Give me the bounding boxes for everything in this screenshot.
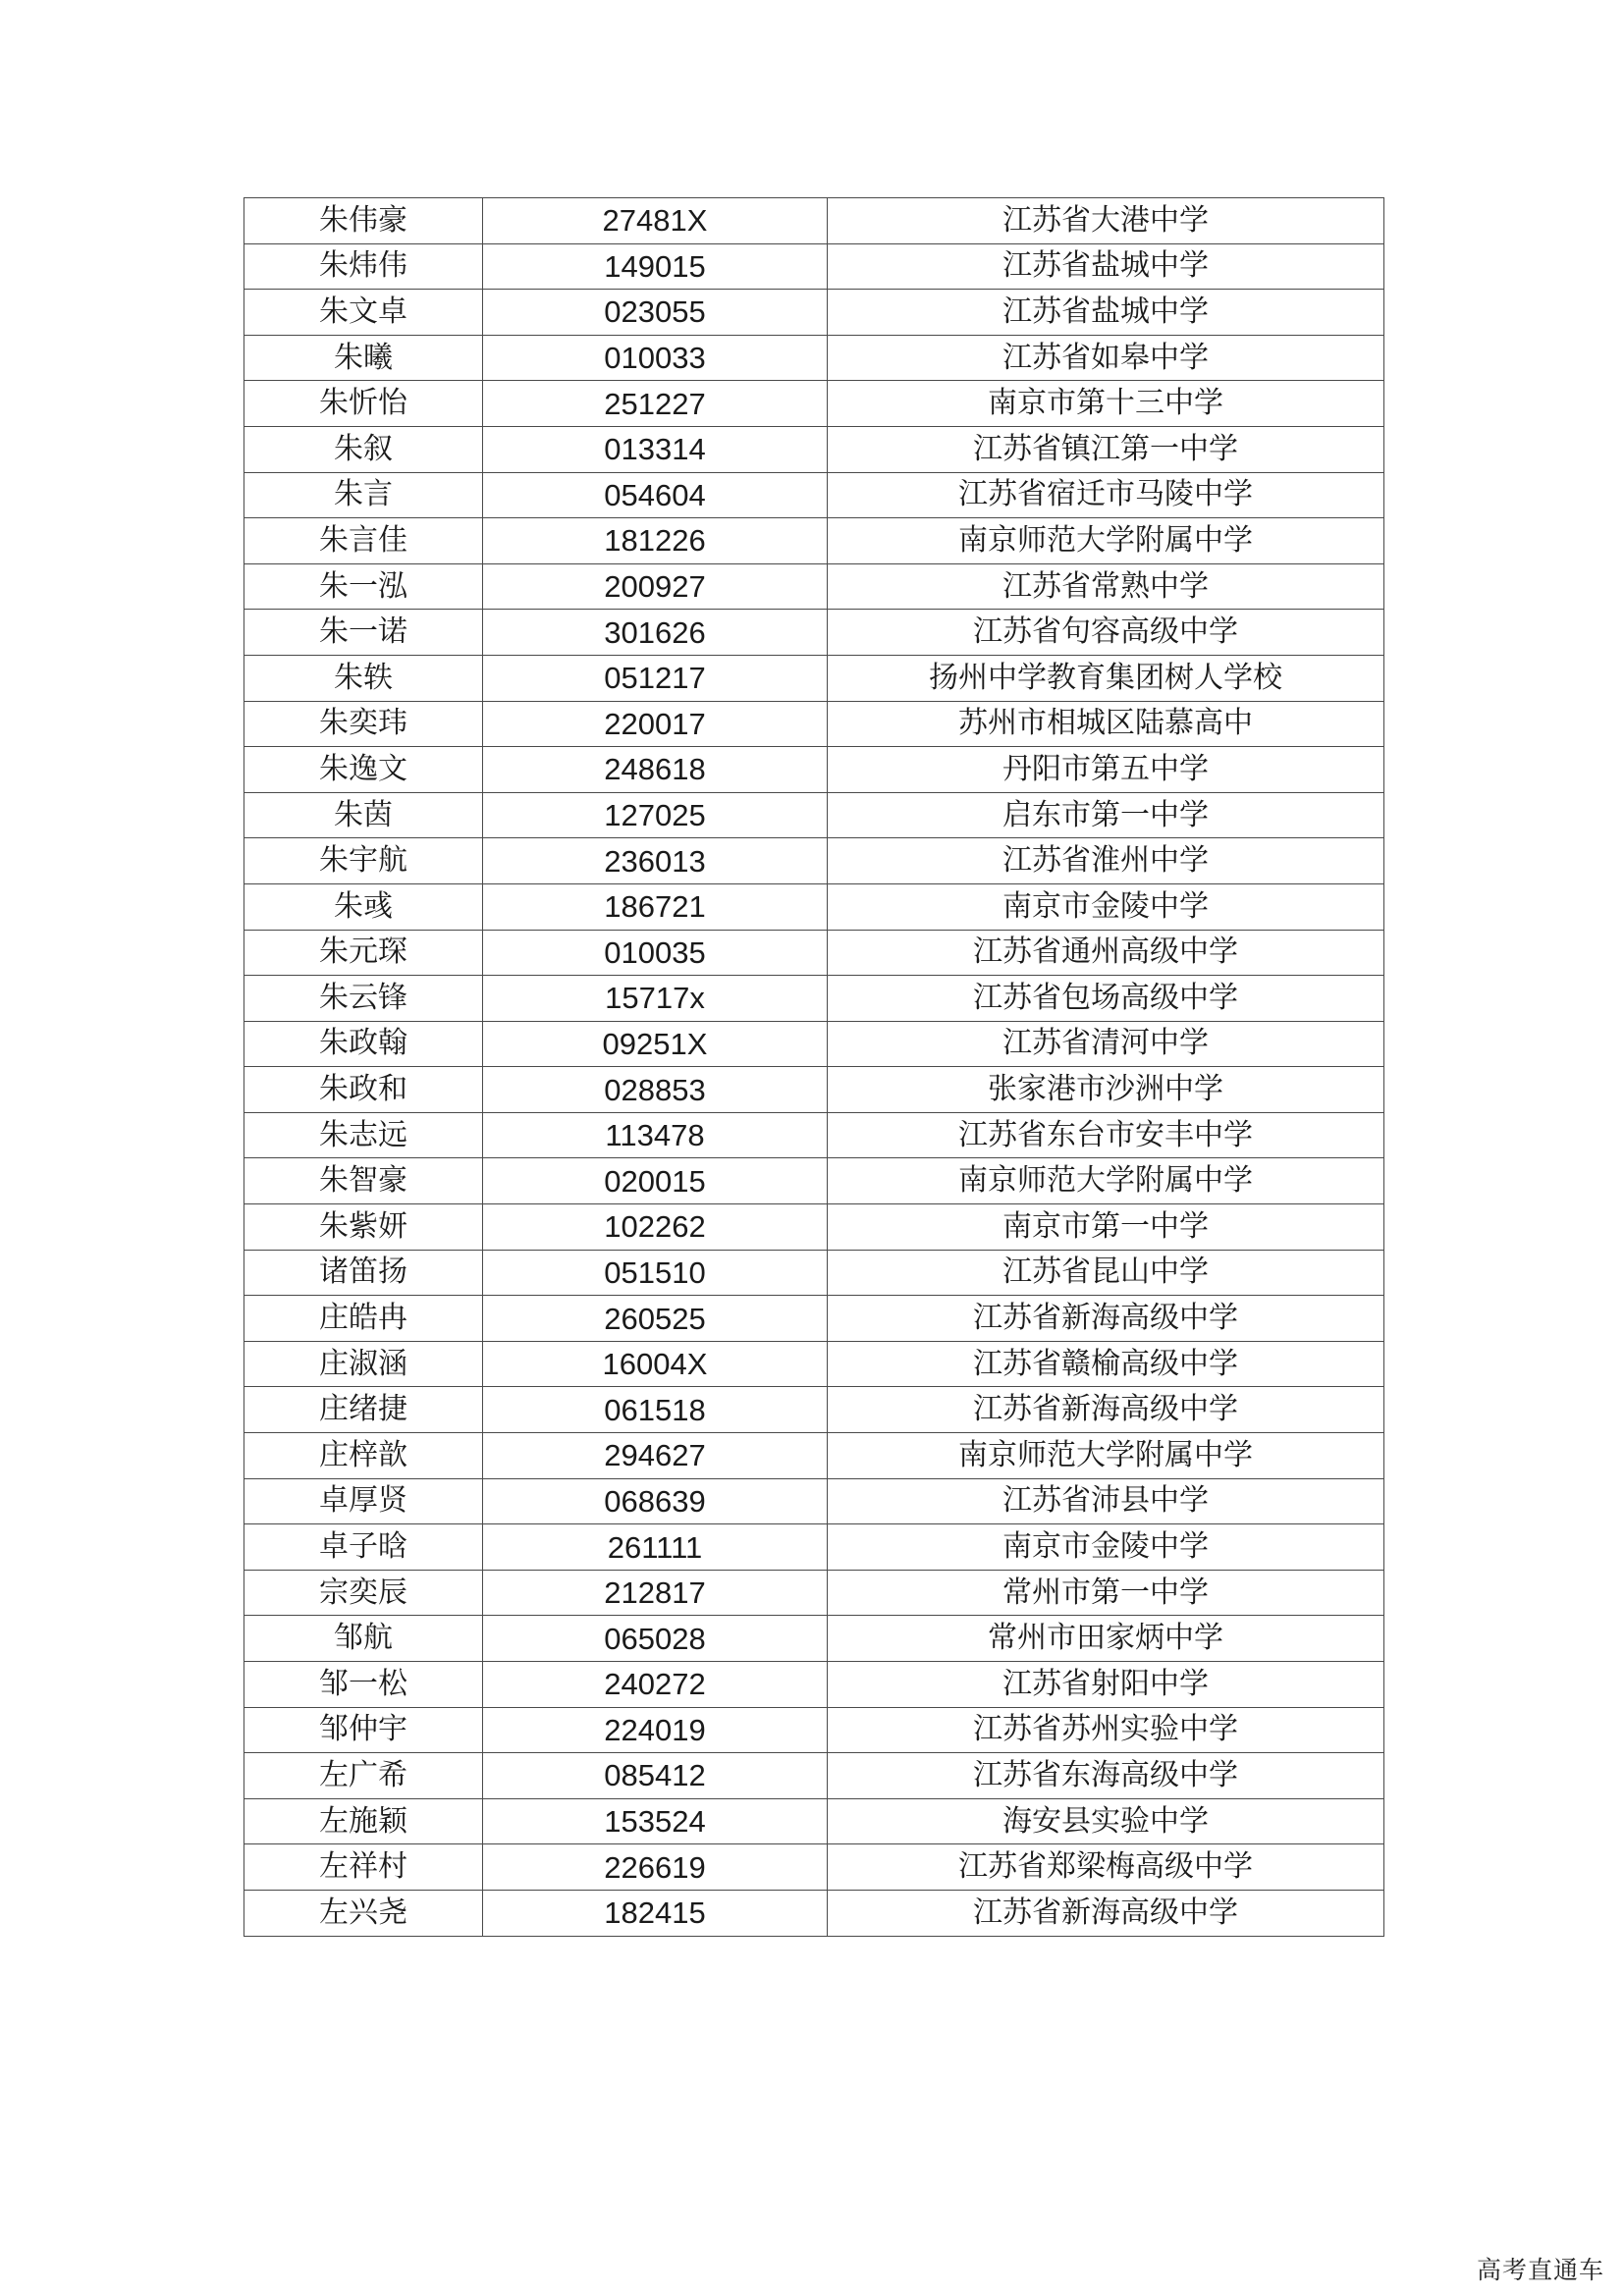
table-row	[244, 1570, 1384, 1616]
student-name-cell: 朱志远	[244, 1112, 483, 1158]
school-name-cell: 江苏省通州高级中学	[828, 930, 1384, 976]
student-id-cell: 085412	[483, 1753, 828, 1799]
school-name-cell: 南京市第十三中学	[828, 381, 1384, 427]
student-name-cell: 朱智豪	[244, 1158, 483, 1204]
school-name-cell: 丹阳市第五中学	[828, 747, 1384, 793]
school-name-cell: 江苏省新海高级中学	[828, 1387, 1384, 1433]
student-name-cell: 邹一松	[244, 1662, 483, 1708]
student-name-cell: 朱言	[244, 472, 483, 518]
table-row	[244, 792, 1384, 838]
school-name-cell: 南京师范大学附属中学	[828, 1433, 1384, 1479]
table-row	[244, 1798, 1384, 1844]
student-id-cell: 27481X	[483, 198, 828, 244]
table-row	[244, 426, 1384, 472]
school-name-cell: 江苏省句容高级中学	[828, 610, 1384, 656]
table-row	[244, 1616, 1384, 1662]
table-row	[244, 1204, 1384, 1251]
school-name-cell: 江苏省宿迁市马陵中学	[828, 472, 1384, 518]
table-row	[244, 1890, 1384, 1936]
student-name-cell: 朱言佳	[244, 518, 483, 564]
school-name-cell: 江苏省昆山中学	[828, 1250, 1384, 1296]
student-id-cell: 068639	[483, 1478, 828, 1524]
student-name-cell: 朱茵	[244, 792, 483, 838]
student-id-cell: 010033	[483, 335, 828, 381]
table-row	[244, 747, 1384, 793]
student-id-cell: 153524	[483, 1798, 828, 1844]
student-name-cell: 诸笛扬	[244, 1250, 483, 1296]
student-id-cell: 010035	[483, 930, 828, 976]
student-name-cell: 朱轶	[244, 655, 483, 701]
table-row	[244, 1662, 1384, 1708]
student-name-cell: 朱伟豪	[244, 198, 483, 244]
student-id-cell: 065028	[483, 1616, 828, 1662]
student-id-cell: 013314	[483, 426, 828, 472]
student-id-cell: 051510	[483, 1250, 828, 1296]
school-name-cell: 江苏省新海高级中学	[828, 1890, 1384, 1936]
student-id-cell: 061518	[483, 1387, 828, 1433]
student-name-cell: 朱紫妍	[244, 1204, 483, 1251]
student-id-cell: 051217	[483, 655, 828, 701]
school-name-cell: 南京市金陵中学	[828, 883, 1384, 930]
table-row	[244, 883, 1384, 930]
school-name-cell: 江苏省盐城中学	[828, 290, 1384, 336]
school-name-cell: 江苏省盐城中学	[828, 243, 1384, 290]
table-row	[244, 472, 1384, 518]
school-name-cell: 江苏省大港中学	[828, 198, 1384, 244]
student-id-cell: 251227	[483, 381, 828, 427]
student-id-cell: 020015	[483, 1158, 828, 1204]
school-name-cell: 江苏省新海高级中学	[828, 1296, 1384, 1342]
student-name-cell: 朱逸文	[244, 747, 483, 793]
school-name-cell: 张家港市沙洲中学	[828, 1067, 1384, 1113]
student-id-cell: 261111	[483, 1524, 828, 1571]
table-row	[244, 563, 1384, 610]
table-row	[244, 1478, 1384, 1524]
student-name-cell: 朱炜伟	[244, 243, 483, 290]
student-id-cell: 186721	[483, 883, 828, 930]
school-name-cell: 江苏省清河中学	[828, 1021, 1384, 1067]
school-name-cell: 常州市田家炳中学	[828, 1616, 1384, 1662]
school-name-cell: 南京师范大学附属中学	[828, 1158, 1384, 1204]
student-name-cell: 朱曦	[244, 335, 483, 381]
student-name-cell: 朱叙	[244, 426, 483, 472]
table-row	[244, 290, 1384, 336]
student-name-cell: 庄梓歆	[244, 1433, 483, 1479]
student-id-cell: 200927	[483, 563, 828, 610]
student-name-cell: 朱奕玮	[244, 701, 483, 747]
student-name-cell: 朱一诺	[244, 610, 483, 656]
student-name-cell: 庄淑涵	[244, 1341, 483, 1387]
student-id-cell: 301626	[483, 610, 828, 656]
school-name-cell: 江苏省沛县中学	[828, 1478, 1384, 1524]
table-row	[244, 381, 1384, 427]
school-name-cell: 江苏省赣榆高级中学	[828, 1341, 1384, 1387]
student-name-cell: 庄绪捷	[244, 1387, 483, 1433]
school-name-cell: 江苏省包场高级中学	[828, 976, 1384, 1022]
student-id-cell: 127025	[483, 792, 828, 838]
table-row	[244, 518, 1384, 564]
student-id-cell: 113478	[483, 1112, 828, 1158]
school-name-cell: 常州市第一中学	[828, 1570, 1384, 1616]
table-row	[244, 1753, 1384, 1799]
student-name-cell: 宗奕辰	[244, 1570, 483, 1616]
table-row	[244, 1844, 1384, 1891]
student-id-cell: 248618	[483, 747, 828, 793]
table-row	[244, 335, 1384, 381]
table-row	[244, 1524, 1384, 1571]
school-name-cell: 江苏省如皋中学	[828, 335, 1384, 381]
table-row	[244, 198, 1384, 244]
table-row	[244, 1021, 1384, 1067]
student-id-cell: 181226	[483, 518, 828, 564]
student-id-cell: 224019	[483, 1707, 828, 1753]
school-name-cell: 江苏省淮州中学	[828, 838, 1384, 884]
student-id-cell: 226619	[483, 1844, 828, 1891]
school-name-cell: 扬州中学教育集团树人学校	[828, 655, 1384, 701]
student-id-cell: 09251X	[483, 1021, 828, 1067]
school-name-cell: 启东市第一中学	[828, 792, 1384, 838]
school-name-cell: 江苏省镇江第一中学	[828, 426, 1384, 472]
table-row	[244, 1707, 1384, 1753]
student-name-cell: 朱彧	[244, 883, 483, 930]
student-name-cell: 朱云锋	[244, 976, 483, 1022]
student-id-cell: 260525	[483, 1296, 828, 1342]
student-name-cell: 卓子晗	[244, 1524, 483, 1571]
school-name-cell: 江苏省东台市安丰中学	[828, 1112, 1384, 1158]
table-row	[244, 655, 1384, 701]
student-id-cell: 028853	[483, 1067, 828, 1113]
student-table	[244, 197, 1384, 1937]
school-name-cell: 江苏省常熟中学	[828, 563, 1384, 610]
table-row	[244, 243, 1384, 290]
student-id-cell: 236013	[483, 838, 828, 884]
watermark-label: 高考直通车	[1476, 2256, 1604, 2284]
student-id-cell: 294627	[483, 1433, 828, 1479]
student-id-cell: 182415	[483, 1890, 828, 1936]
student-name-cell: 朱文卓	[244, 290, 483, 336]
school-name-cell: 南京师范大学附属中学	[828, 518, 1384, 564]
student-name-cell: 庄皓冉	[244, 1296, 483, 1342]
school-name-cell: 南京市金陵中学	[828, 1524, 1384, 1571]
student-id-cell: 023055	[483, 290, 828, 336]
table-row	[244, 1387, 1384, 1433]
student-name-cell: 左兴尧	[244, 1890, 483, 1936]
table-body	[244, 198, 1384, 1937]
student-name-cell: 朱忻怡	[244, 381, 483, 427]
table-row	[244, 701, 1384, 747]
student-name-cell: 卓厚贤	[244, 1478, 483, 1524]
school-name-cell: 海安县实验中学	[828, 1798, 1384, 1844]
student-name-cell: 邹航	[244, 1616, 483, 1662]
table-row	[244, 1158, 1384, 1204]
student-id-cell: 212817	[483, 1570, 828, 1616]
student-id-cell: 054604	[483, 472, 828, 518]
school-name-cell: 南京市第一中学	[828, 1204, 1384, 1251]
table-row	[244, 1112, 1384, 1158]
student-name-cell: 朱元琛	[244, 930, 483, 976]
table-row	[244, 1341, 1384, 1387]
table-row	[244, 1067, 1384, 1113]
student-name-cell: 左广希	[244, 1753, 483, 1799]
student-id-cell: 149015	[483, 243, 828, 290]
school-name-cell: 江苏省郑梁梅高级中学	[828, 1844, 1384, 1891]
table-row	[244, 610, 1384, 656]
student-name-cell: 朱政和	[244, 1067, 483, 1113]
table-row	[244, 976, 1384, 1022]
student-name-cell: 左祥村	[244, 1844, 483, 1891]
student-name-cell: 邹仲宇	[244, 1707, 483, 1753]
table-row	[244, 1296, 1384, 1342]
student-id-cell: 220017	[483, 701, 828, 747]
student-name-cell: 朱宇航	[244, 838, 483, 884]
table-row	[244, 1433, 1384, 1479]
student-id-cell: 240272	[483, 1662, 828, 1708]
student-id-cell: 15717x	[483, 976, 828, 1022]
student-id-cell: 102262	[483, 1204, 828, 1251]
table-row	[244, 930, 1384, 976]
table-row	[244, 1250, 1384, 1296]
school-name-cell: 江苏省苏州实验中学	[828, 1707, 1384, 1753]
school-name-cell: 江苏省东海高级中学	[828, 1753, 1384, 1799]
student-name-cell: 朱一泓	[244, 563, 483, 610]
table-row	[244, 838, 1384, 884]
student-name-cell: 朱政翰	[244, 1021, 483, 1067]
school-name-cell: 江苏省射阳中学	[828, 1662, 1384, 1708]
school-name-cell: 苏州市相城区陆慕高中	[828, 701, 1384, 747]
student-name-cell: 左施颖	[244, 1798, 483, 1844]
student-id-cell: 16004X	[483, 1341, 828, 1387]
